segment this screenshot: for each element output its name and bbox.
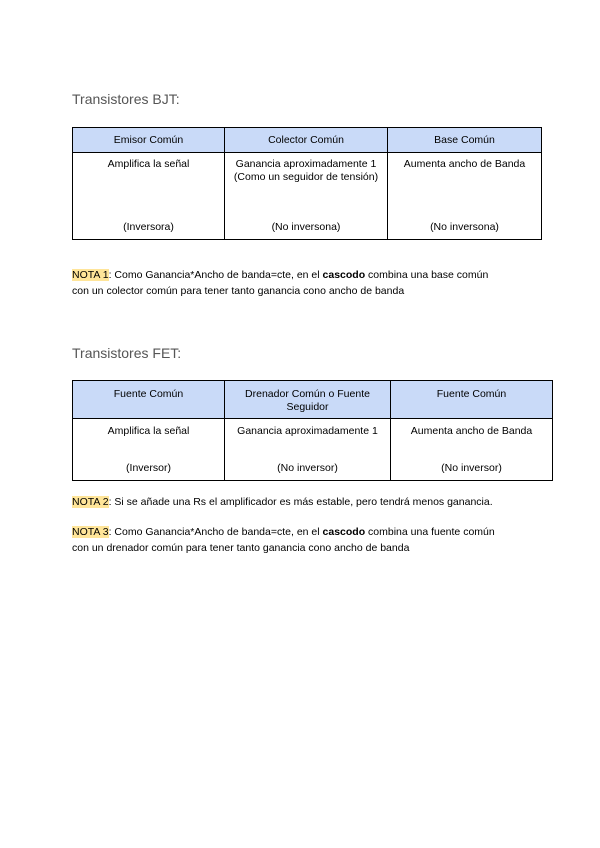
nota-3-post: combina una fuente común — [365, 526, 495, 538]
nota-2-text: : Si se añade una Rs el amplificador es más estable, pero tendrá menos ganancia. — [108, 496, 493, 508]
bjt-heading: Transistores BJT: — [72, 91, 180, 107]
bjt-table — [72, 127, 542, 240]
nota-1-post: combina una base común — [365, 269, 489, 281]
nota-3-pre: : Como Ganancia*Ancho de banda=cte, en el — [108, 526, 323, 538]
fet-fuente-1-type: (Inversor) — [126, 462, 171, 474]
fet-header-drenador-line2: Seguidor — [286, 401, 329, 413]
fet-cell-fuente-1 — [73, 419, 225, 481]
bjt-emisor-desc: Amplifica la señal — [107, 158, 190, 170]
bjt-base-desc: Aumenta ancho de Banda — [403, 158, 526, 170]
bjt-header-emisor: Emisor Común — [73, 128, 225, 153]
fet-body-row — [73, 419, 553, 481]
nota-1-bold: cascodo — [322, 269, 366, 281]
bjt-cell-emisor — [73, 153, 225, 240]
fet-header-fuente-1: Fuente Común — [73, 381, 225, 419]
nota-3-line2: con un drenador común para tener tanto ganancia cono ancho de banda — [72, 542, 410, 554]
fet-heading: Transistores FET: — [72, 345, 182, 361]
fet-drenador-desc: Ganancia aproximadamente 1 — [237, 425, 378, 437]
fet-header-drenador — [225, 381, 391, 419]
nota-3-tag: NOTA 3 — [72, 526, 109, 538]
fet-cell-drenador — [225, 419, 391, 481]
bjt-header-base: Base Común — [388, 128, 542, 153]
nota-2-tag: NOTA 2 — [72, 496, 109, 508]
bjt-header-colector: Colector Común — [225, 128, 388, 153]
bjt-cell-base — [388, 153, 542, 240]
nota-3 — [72, 524, 542, 556]
fet-fuente-2-desc: Aumenta ancho de Banda — [410, 425, 533, 437]
nota-1-pre: : Como Ganancia*Ancho de banda=cte, en el — [108, 269, 323, 281]
nota-3-bold: cascodo — [322, 526, 366, 538]
nota-1-line2: con un colector común para tener tanto ganancia cono ancho de banda — [72, 285, 405, 297]
fet-cell-fuente-2 — [391, 419, 553, 481]
bjt-emisor-type: (Inversora) — [123, 221, 174, 233]
fet-drenador-type: (No inversor) — [277, 462, 338, 474]
bjt-base-type: (No inversona) — [430, 221, 499, 233]
bjt-colector-type: (No inversona) — [271, 221, 341, 233]
fet-header-row — [73, 381, 553, 419]
bjt-colector-desc2: (Como un seguidor de tensión) — [233, 171, 379, 183]
fet-table — [72, 380, 553, 481]
nota-2 — [72, 494, 552, 510]
bjt-header-row — [73, 128, 542, 153]
fet-fuente-1-desc: Amplifica la señal — [107, 425, 190, 437]
fet-fuente-2-type: (No inversor) — [441, 462, 502, 474]
nota-1-tag: NOTA 1 — [72, 269, 109, 281]
fet-header-drenador-line1: Drenador Común o Fuente — [245, 388, 370, 400]
bjt-cell-colector — [225, 153, 388, 240]
bjt-body-row — [73, 153, 542, 240]
fet-header-fuente-2: Fuente Común — [391, 381, 553, 419]
nota-1 — [72, 267, 542, 299]
bjt-colector-desc: Ganancia aproximadamente 1 — [235, 158, 377, 170]
